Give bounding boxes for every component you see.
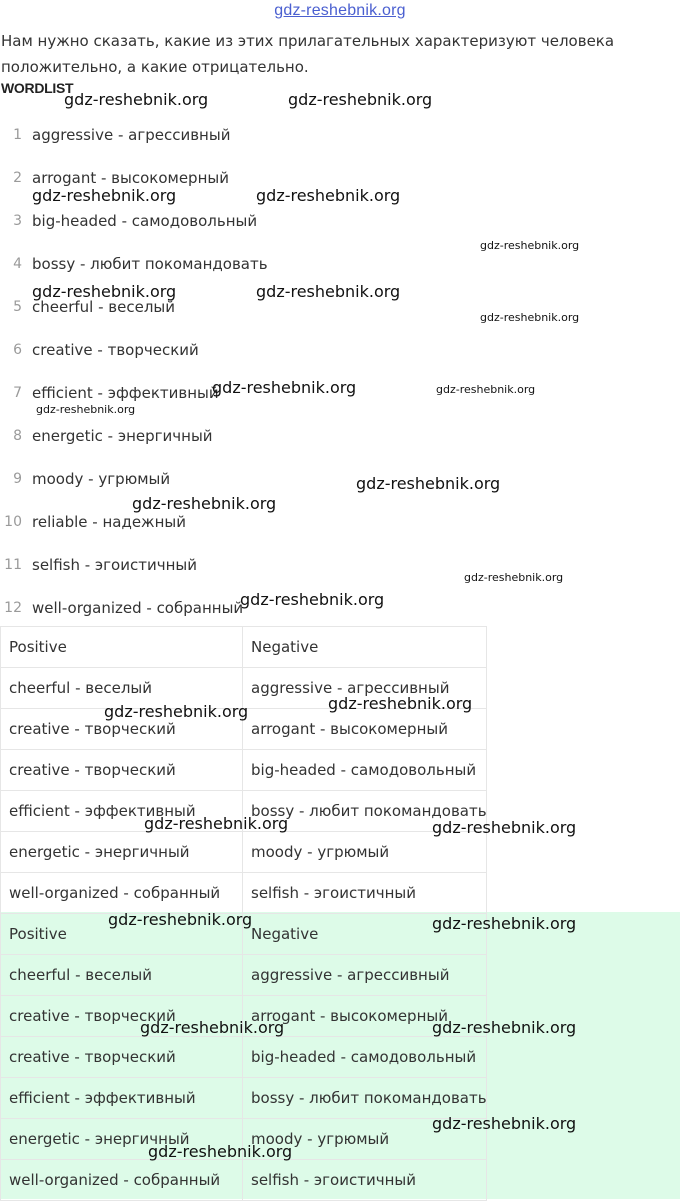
- table-row: [1, 1160, 487, 1201]
- watermark: gdz-reshebnik.org: [328, 694, 473, 713]
- item-number: 2: [13, 170, 22, 186]
- negative-cell: moody - угрюмый: [243, 832, 487, 873]
- item-number: 7: [13, 385, 22, 401]
- item-number: 10: [4, 514, 22, 530]
- table-row: [1, 873, 487, 914]
- item-text: reliable - надежный: [32, 513, 186, 531]
- item-number: 5: [13, 299, 22, 315]
- item-text: aggressive - агрессивный: [32, 126, 231, 144]
- watermark: gdz-reshebnik.org: [132, 494, 277, 513]
- wordlist-item: [0, 468, 170, 490]
- watermark: gdz-reshebnik.org: [356, 474, 501, 493]
- positive-cell: efficient - эффективный: [1, 791, 243, 832]
- wordlist-item: [0, 597, 243, 619]
- watermark: gdz-reshebnik.org: [240, 590, 385, 609]
- wordlist-item: [0, 124, 230, 146]
- item-number: 11: [4, 557, 22, 573]
- watermark: gdz-reshebnik.org: [140, 1018, 285, 1037]
- positive-cell: well-organized - собранный: [1, 1160, 243, 1201]
- positive-cell: creative - творческий: [1, 709, 243, 750]
- positive-cell: creative - творческий: [1, 996, 243, 1037]
- wordlist-item: [0, 339, 199, 361]
- table-row: [1, 1078, 487, 1119]
- watermark: gdz-reshebnik.org: [480, 311, 580, 324]
- item-text: creative - творческий: [32, 341, 199, 359]
- positive-cell: creative - творческий: [1, 1037, 243, 1078]
- item-number: 8: [13, 428, 22, 444]
- watermark: gdz-reshebnik.org: [32, 282, 177, 301]
- watermark: gdz-reshebnik.org: [64, 90, 209, 109]
- positive-cell: cheerful - веселый: [1, 955, 243, 996]
- positive-cell: efficient - эффективный: [1, 1078, 243, 1119]
- positive-cell: creative - творческий: [1, 750, 243, 791]
- watermark: gdz-reshebnik.org: [32, 186, 177, 205]
- wordlist-item: [0, 210, 257, 232]
- negative-cell: selfish - эгоистичный: [243, 873, 487, 914]
- wordlist-item: [0, 511, 186, 533]
- table-row: [1, 1037, 487, 1078]
- watermark: gdz-reshebnik.org: [432, 914, 577, 933]
- positive-cell: well-organized - собранный: [1, 873, 243, 914]
- negative-cell: big-headed - самодовольный: [243, 750, 487, 791]
- item-text: efficient - эффективный: [32, 384, 219, 402]
- watermark: gdz-reshebnik.org: [104, 702, 249, 721]
- negative-cell: bossy - любит покомандовать: [243, 1078, 487, 1119]
- watermark: gdz-reshebnik.org: [144, 814, 289, 833]
- watermark: gdz-reshebnik.org: [480, 239, 580, 252]
- wordlist-heading: WORDLIST: [1, 80, 74, 96]
- watermark: gdz-reshebnik.org: [256, 186, 401, 205]
- negative-cell: moody - угрюмый: [243, 1119, 487, 1160]
- item-text: arrogant - высокомерный: [32, 169, 229, 187]
- negative-cell: bossy - любит покомандовать: [243, 791, 487, 832]
- watermark: gdz-reshebnik.org: [436, 383, 536, 396]
- answer-table: [0, 626, 487, 914]
- negative-cell: aggressive - агрессивный: [243, 668, 487, 709]
- negative-cell: aggressive - агрессивный: [243, 955, 487, 996]
- header-negative: Negative: [243, 627, 487, 668]
- task-intro-text: Нам нужно сказать, какие из этих прилагательных характеризуют человека положительно, а какие отрицательно.: [1, 32, 615, 76]
- positive-cell: energetic - энергичный: [1, 832, 243, 873]
- header-positive: Positive: [1, 914, 243, 955]
- item-text: cheerful - веселый: [32, 298, 176, 316]
- item-number: 4: [13, 256, 22, 272]
- table-header-row: [1, 627, 487, 668]
- negative-cell: arrogant - высокомерный: [243, 996, 487, 1037]
- table-row: [1, 955, 487, 996]
- watermark: gdz-reshebnik.org: [288, 90, 433, 109]
- negative-cell: arrogant - высокомерный: [243, 709, 487, 750]
- item-text: energetic - энергичный: [32, 427, 213, 445]
- item-number: 6: [13, 342, 22, 358]
- negative-cell: big-headed - самодовольный: [243, 1037, 487, 1078]
- wordlist-item: [0, 425, 213, 447]
- header-positive: Positive: [1, 627, 243, 668]
- watermark: gdz-reshebnik.org: [36, 403, 136, 416]
- table-row: [1, 832, 487, 873]
- watermark: gdz-reshebnik.org: [464, 571, 564, 584]
- watermark: gdz-reshebnik.org: [108, 910, 253, 929]
- item-text: well-organized - собранный: [32, 599, 244, 617]
- watermark: gdz-reshebnik.org: [432, 818, 577, 837]
- item-text: big-headed - самодовольный: [32, 212, 258, 230]
- item-number: 1: [13, 127, 22, 143]
- item-text: selfish - эгоистичный: [32, 556, 197, 574]
- watermark: gdz-reshebnik.org: [212, 378, 357, 397]
- positive-cell: cheerful - веселый: [1, 668, 243, 709]
- header-negative: Negative: [243, 914, 487, 955]
- positive-cell: energetic - энергичный: [1, 1119, 243, 1160]
- header-watermark-link[interactable]: gdz-reshebnik.org: [274, 2, 406, 19]
- wordlist-item: [0, 382, 219, 404]
- item-text: bossy - любит покомандовать: [32, 255, 268, 273]
- item-number: 12: [4, 600, 22, 616]
- watermark: gdz-reshebnik.org: [432, 1114, 577, 1133]
- item-text: moody - угрюмый: [32, 470, 171, 488]
- watermark: gdz-reshebnik.org: [256, 282, 401, 301]
- negative-cell: selfish - эгоистичный: [243, 1160, 487, 1201]
- table-row: [1, 750, 487, 791]
- wordlist-item: [0, 554, 197, 576]
- item-number: 9: [13, 471, 22, 487]
- wordlist-item: [0, 253, 268, 275]
- watermark: gdz-reshebnik.org: [148, 1142, 293, 1161]
- watermark: gdz-reshebnik.org: [432, 1018, 577, 1037]
- item-number: 3: [13, 213, 22, 229]
